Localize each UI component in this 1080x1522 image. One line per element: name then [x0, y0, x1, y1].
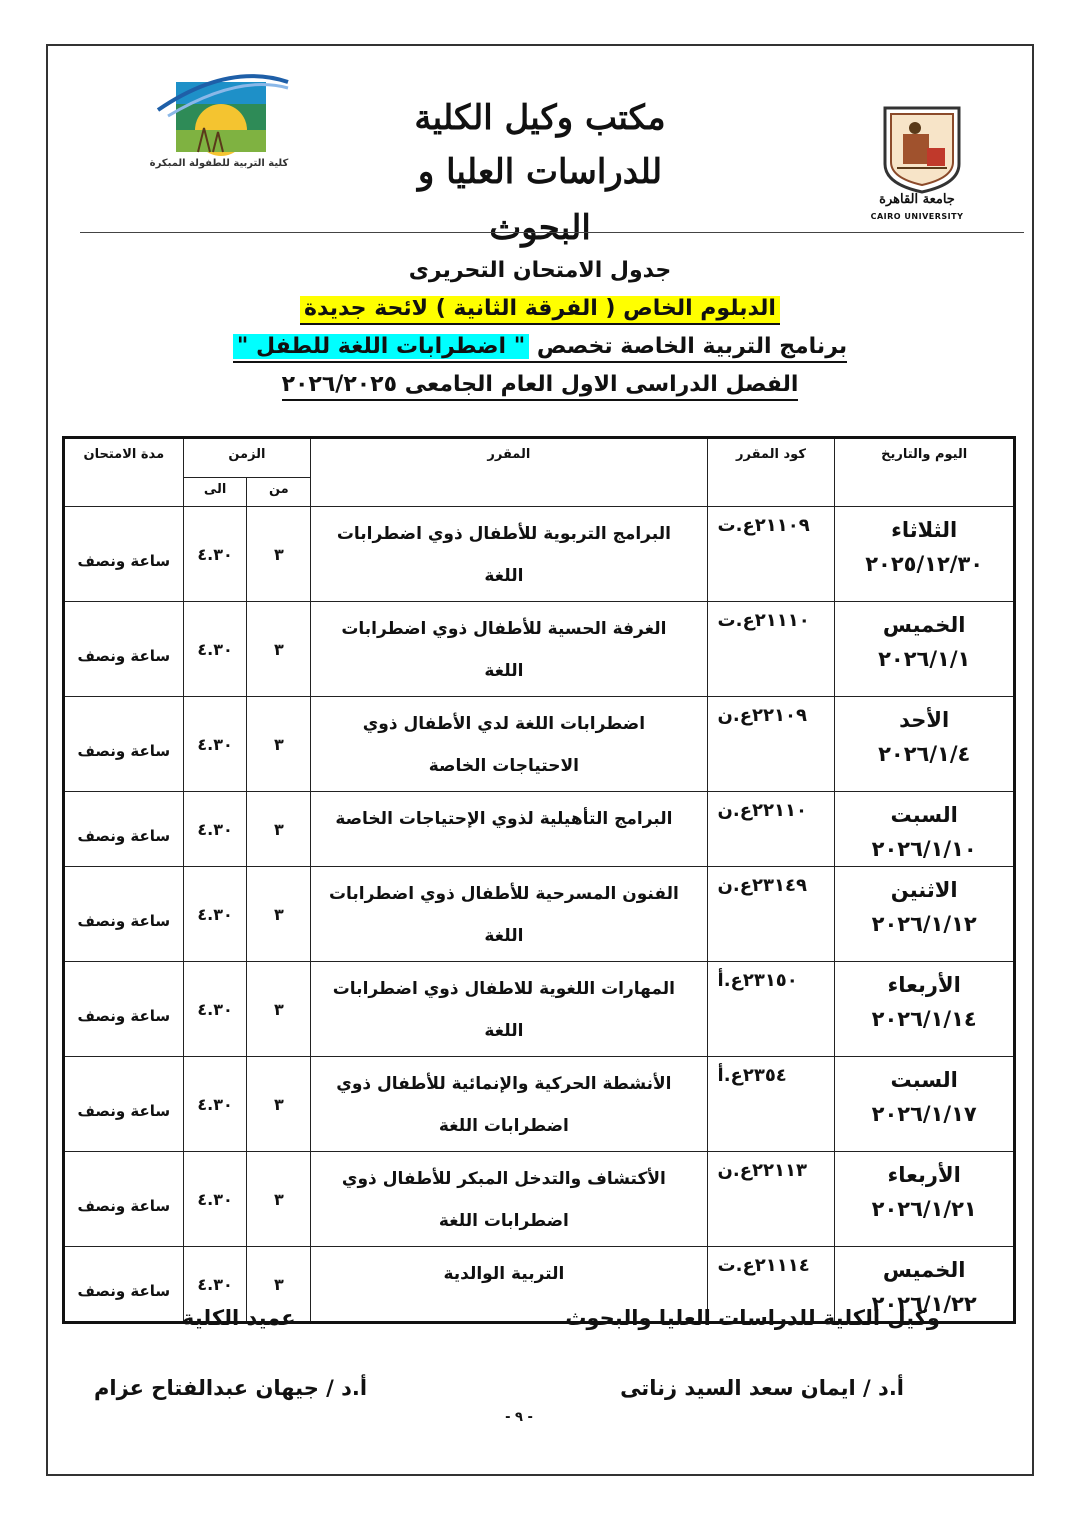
- day-date-cell: [835, 697, 1015, 792]
- exam-duration: ساعة ونصف: [64, 792, 184, 867]
- time-to: ٤.٣٠: [183, 792, 247, 867]
- time-to: ٤.٣٠: [183, 1152, 247, 1247]
- table-row: [64, 867, 1015, 962]
- office-title-line1: مكتب وكيل الكلية: [414, 98, 666, 138]
- page-number: - ٩ -: [505, 1410, 533, 1425]
- day: الأربعاء: [887, 1163, 961, 1187]
- date: ٢٠٢٦/١/١٧: [871, 1102, 977, 1126]
- time-from: ٣: [247, 1152, 311, 1247]
- course-code: ٢١١٠٩ع.ت: [707, 507, 835, 602]
- faculty-logo: [138, 72, 298, 182]
- course-code: ٢٣١٤٩ع.ن: [707, 867, 835, 962]
- time-to: ٤.٣٠: [183, 602, 247, 697]
- title-line2: الدبلوم الخاص ( الفرقة الثانية ) لائحة جديدة: [300, 296, 780, 325]
- time-from: ٣: [247, 697, 311, 792]
- title-line4: الفصل الدراسى الاول العام الجامعى ٢٠٢٦/٢٠٢٥: [282, 372, 799, 401]
- table-row: [64, 1152, 1015, 1247]
- date: ٢٠٢٦/١/١٤: [871, 1007, 977, 1031]
- course-code: ٢٢١٠٩ع.ن: [707, 697, 835, 792]
- cairo-university-arabic: جامعة القاهرة: [879, 192, 955, 207]
- header-divider: [80, 232, 1024, 233]
- time-from: ٣: [247, 867, 311, 962]
- date: ٢٠٢٦/١/٢١: [871, 1197, 977, 1221]
- title-line1: جدول الامتحان التحريرى: [408, 258, 672, 283]
- course-name: اضطرابات اللغة لدي الأطفال ذوي الاحتياجات الخاصة: [311, 697, 707, 792]
- exam-duration: ساعة ونصف: [64, 867, 184, 962]
- date: ٢٠٢٦/١/١: [878, 647, 971, 671]
- exam-duration: ساعة ونصف: [64, 507, 184, 602]
- course-code: ٢٢١١٣ع.ن: [707, 1152, 835, 1247]
- dean-name: أ.د / جيهان عبدالفتاح عزام: [94, 1376, 368, 1400]
- day: السبت: [890, 803, 958, 827]
- course-code: ٢١١١٠ع.ت: [707, 602, 835, 697]
- time-from: ٣: [247, 1247, 311, 1323]
- day: الأربعاء: [887, 973, 961, 997]
- day-date-cell: [835, 1057, 1015, 1152]
- day: الأحد: [899, 708, 950, 732]
- day-date-cell: [835, 602, 1015, 697]
- day: الثلاثاء: [891, 518, 958, 542]
- date: ٢٠٢٦/١/١٢: [871, 912, 977, 936]
- office-title-line2: للدراسات العليا و البحوث: [417, 152, 663, 248]
- course-code: ٢٣٥٤ع.أ: [707, 1057, 835, 1152]
- course-code: ٢١١١٤ع.ت: [707, 1247, 835, 1323]
- day-date-cell: [835, 1152, 1015, 1247]
- time-to: ٤.٣٠: [183, 962, 247, 1057]
- date: ٢٠٢٦/١/٢٢: [871, 1292, 977, 1316]
- course-name: الأنشطة الحركية والإنمائية للأطفال ذوي اضطرابات اللغة: [311, 1057, 707, 1152]
- course-name: البرامج التأهيلية لذوي الإحتياجات الخاصة: [311, 792, 707, 867]
- table-row: [64, 962, 1015, 1057]
- vice-dean-title: وكيل الكلية للدراسات العليا والبحوث: [565, 1306, 940, 1330]
- table-row: [64, 507, 1015, 602]
- course-name: المهارات اللغوية للاطفال ذوي اضطرابات اللغة: [311, 962, 707, 1057]
- vice-dean-name: أ.د / ايمان سعد السيد زناتى: [620, 1376, 904, 1400]
- header-day-date: اليوم والتاريخ: [835, 438, 1015, 507]
- day: السبت: [890, 1068, 958, 1092]
- header-duration: مدة الامتحان: [64, 438, 184, 507]
- time-to: ٤.٣٠: [183, 867, 247, 962]
- time-from: ٣: [247, 507, 311, 602]
- course-code: ٢٣١٥٠ع.أ: [707, 962, 835, 1057]
- header-course: المقرر: [311, 438, 707, 507]
- time-from: ٣: [247, 792, 311, 867]
- time-from: ٣: [247, 602, 311, 697]
- day-date-cell: [835, 507, 1015, 602]
- faculty-logo-caption: كلية التربية للطفولة المبكرة: [149, 158, 289, 169]
- exam-duration: ساعة ونصف: [64, 962, 184, 1057]
- course-name: الفنون المسرحية للأطفال ذوي اضطرابات اللغة: [311, 867, 707, 962]
- exam-duration: ساعة ونصف: [64, 697, 184, 792]
- table-row: [64, 697, 1015, 792]
- table-row: [64, 602, 1015, 697]
- exam-titles: [160, 252, 920, 404]
- title-line3-highlight: " اضطرابات اللغة للطفل ": [233, 334, 529, 359]
- table-row: [64, 1057, 1015, 1152]
- exam-duration: ساعة ونصف: [64, 602, 184, 697]
- day-date-cell: [835, 792, 1015, 867]
- header-code: كود المقرر: [707, 438, 835, 507]
- day-date-cell: [835, 867, 1015, 962]
- course-name: الغرفة الحسية للأطفال ذوي اضطرابات اللغة: [311, 602, 707, 697]
- header-to: الى: [183, 478, 247, 507]
- dean-title: عميد الكلية: [182, 1306, 296, 1330]
- day: الخميس: [882, 613, 966, 637]
- course-name: البرامج التربوية للأطفال ذوي اضطرابات اللغة: [311, 507, 707, 602]
- course-name: التربية الوالدية: [311, 1247, 707, 1323]
- header-time: الزمن: [183, 438, 311, 478]
- cairo-university-logo: [862, 104, 972, 226]
- cairo-university-english: CAIRO UNIVERSITY: [870, 212, 964, 221]
- table-row: [64, 792, 1015, 867]
- course-name: الأكتشاف والتدخل المبكر للأطفال ذوي اضطرابات اللغة: [311, 1152, 707, 1247]
- date: ٢٠٢٥/١٢/٣٠: [865, 552, 984, 576]
- day: الخميس: [882, 1258, 966, 1282]
- time-to: ٤.٣٠: [183, 1057, 247, 1152]
- date: ٢٠٢٦/١/١٠: [871, 837, 977, 861]
- time-from: ٣: [247, 962, 311, 1057]
- exam-duration: ساعة ونصف: [64, 1247, 184, 1323]
- exam-duration: ساعة ونصف: [64, 1152, 184, 1247]
- day-date-cell: [835, 962, 1015, 1057]
- title-line3-prefix: برنامج التربية الخاصة تخصص: [536, 334, 848, 359]
- time-to: ٤.٣٠: [183, 697, 247, 792]
- exam-duration: ساعة ونصف: [64, 1057, 184, 1152]
- time-from: ٣: [247, 1057, 311, 1152]
- time-to: ٤.٣٠: [183, 507, 247, 602]
- header-from: من: [247, 478, 311, 507]
- exam-schedule-table: [62, 436, 1016, 1324]
- date: ٢٠٢٦/١/٤: [878, 742, 971, 766]
- time-to: ٤.٣٠: [183, 1247, 247, 1323]
- course-code: ٢٢١١٠ع.ن: [707, 792, 835, 867]
- day: الاثنين: [890, 878, 958, 902]
